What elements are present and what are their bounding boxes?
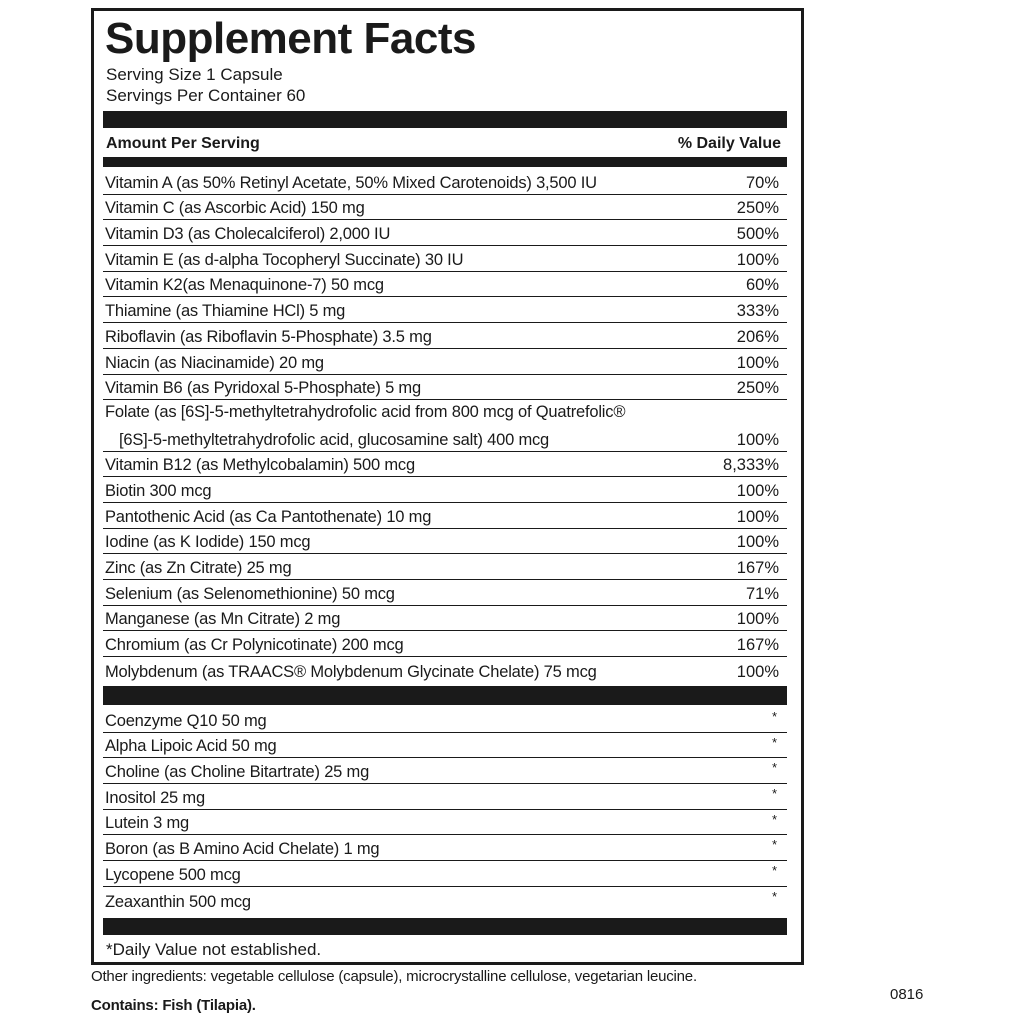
daily-value-not-established: * [771, 760, 777, 776]
daily-value: 100% [736, 481, 779, 500]
nutrient-row [103, 297, 787, 323]
amount-per-serving-header: Amount Per Serving [106, 135, 260, 152]
daily-value: 167% [736, 636, 779, 655]
daily-value: 167% [736, 559, 779, 578]
thick-divider [103, 111, 787, 128]
daily-value: 100% [736, 250, 779, 269]
thick-divider [103, 918, 787, 935]
nutrient-name: Zeaxanthin 500 mcg [105, 892, 251, 911]
nutrient-row [103, 631, 787, 657]
nutrient-row [103, 861, 787, 887]
thick-divider [103, 157, 787, 167]
nutrient-row [103, 349, 787, 375]
nutrient-name: Vitamin K2(as Menaquinone-7) 50 mcg [105, 276, 384, 295]
nutrient-row [103, 657, 787, 683]
nutrient-row [103, 758, 787, 784]
daily-value: 100% [736, 507, 779, 526]
nutrient-row [103, 272, 787, 298]
servings-per-container: Servings Per Container 60 [106, 86, 306, 105]
daily-value-header: % Daily Value [677, 135, 781, 152]
nutrient-name: Folate (as [6S]-5-methyltetrahydrofolic acid from 800 mcg of Quatrefolic® [105, 403, 626, 422]
supplement-facts-panel [91, 8, 804, 965]
nutrient-name: Boron (as B Amino Acid Chelate) 1 mg [105, 840, 380, 859]
nutrient-row [103, 810, 787, 836]
daily-value-not-established: * [771, 709, 777, 724]
daily-value: 333% [736, 302, 779, 321]
daily-value: 100% [736, 430, 779, 449]
nutrient-name: Manganese (as Mn Citrate) 2 mg [105, 610, 341, 629]
nutrient-row [103, 195, 787, 221]
nutrient-row [103, 554, 787, 580]
nutrient-row [103, 400, 787, 451]
nutrient-name: Molybdenum (as TRAACS® Molybdenum Glycinate Chelate) 75 mcg [105, 662, 597, 681]
nutrient-name: Pantothenic Acid (as Ca Pantothenate) 10 mg [105, 507, 432, 526]
daily-value: 500% [736, 225, 779, 244]
vitamin-mineral-list [103, 169, 787, 683]
nutrient-row [103, 246, 787, 272]
nutrient-row [103, 477, 787, 503]
daily-value: 250% [736, 199, 779, 218]
nutrient-name: Vitamin C (as Ascorbic Acid) 150 mg [105, 199, 365, 218]
nutrient-name: Selenium (as Selenomethionine) 50 mcg [105, 584, 395, 603]
thick-divider [103, 686, 787, 705]
nutrient-row [103, 220, 787, 246]
nutrient-name: Vitamin E (as d-alpha Tocopheryl Succinate) 30 IU [105, 250, 464, 269]
nutrient-name: Choline (as Choline Bitartrate) 25 mg [105, 763, 370, 782]
daily-value: 100% [736, 662, 779, 681]
daily-value: 250% [736, 379, 779, 398]
daily-value-not-established: * [771, 863, 777, 879]
nutrient-row [103, 375, 787, 401]
nutrient-row [103, 784, 787, 810]
daily-value: 100% [736, 353, 779, 372]
nutrient-name: Biotin 300 mcg [105, 481, 212, 500]
nutrient-row [103, 169, 787, 195]
daily-value-not-established: * [771, 811, 777, 827]
nutrient-name: Iodine (as K Iodide) 150 mcg [105, 533, 311, 552]
column-header-row [103, 133, 787, 155]
nutrient-name: Lycopene 500 mcg [105, 865, 241, 884]
daily-value-not-established: * [771, 837, 777, 853]
daily-value: 100% [736, 610, 779, 629]
daily-value: 71% [745, 584, 779, 603]
nutrient-name: Alpha Lipoic Acid 50 mg [105, 737, 277, 756]
nutrient-name: Inositol 25 mg [105, 788, 205, 807]
panel-title: Supplement Facts [105, 14, 476, 63]
daily-value-not-established: * [771, 786, 777, 802]
nutrient-row [103, 503, 787, 529]
footnote: *Daily Value not established. [106, 940, 322, 959]
nutrient-name: Lutein 3 mg [105, 814, 190, 833]
label-code: 0816 [890, 986, 924, 1003]
nutrient-name: Riboflavin (as Riboflavin 5-Phosphate) 3.5 mg [105, 327, 432, 346]
nutrient-row [103, 606, 787, 632]
other-ingredients: Other ingredients: vegetable cellulose (capsule), microcrystalline cellulose, vegetarian leucine. [91, 968, 697, 985]
other-nutrient-list [103, 707, 787, 913]
serving-size: Serving Size 1 Capsule [106, 65, 283, 84]
nutrient-name: Vitamin A (as 50% Retinyl Acetate, 50% Mixed Carotenoids) 3,500 IU [105, 173, 597, 192]
nutrient-row [103, 733, 787, 759]
daily-value: 100% [736, 533, 779, 552]
nutrient-name: Vitamin B6 (as Pyridoxal 5-Phosphate) 5 mg [105, 379, 421, 398]
nutrient-row [103, 580, 787, 606]
nutrient-name: Coenzyme Q10 50 mg [105, 711, 267, 730]
daily-value: 8,333% [723, 456, 779, 475]
nutrient-name: Chromium (as Cr Polynicotinate) 200 mcg [105, 636, 404, 655]
nutrient-row [103, 452, 787, 478]
daily-value-not-established: * [771, 888, 777, 904]
nutrient-name: Niacin (as Niacinamide) 20 mg [105, 353, 324, 372]
nutrient-row [103, 707, 787, 733]
nutrient-row [103, 835, 787, 861]
nutrient-row [103, 529, 787, 555]
daily-value-not-established: * [771, 734, 777, 750]
daily-value: 206% [736, 327, 779, 346]
nutrient-name: Thiamine (as Thiamine HCl) 5 mg [105, 302, 346, 321]
daily-value: 60% [745, 276, 779, 295]
nutrient-name-continued: [6S]-5-methyltetrahydrofolic acid, glucosamine salt) 400 mcg [119, 430, 550, 449]
nutrient-name: Zinc (as Zn Citrate) 25 mg [105, 559, 292, 578]
allergen-statement: Contains: Fish (Tilapia). [91, 997, 256, 1014]
nutrient-row [103, 887, 787, 913]
daily-value: 70% [745, 173, 779, 192]
nutrient-row [103, 323, 787, 349]
nutrient-name: Vitamin B12 (as Methylcobalamin) 500 mcg [105, 456, 415, 475]
nutrient-name: Vitamin D3 (as Cholecalciferol) 2,000 IU [105, 225, 391, 244]
